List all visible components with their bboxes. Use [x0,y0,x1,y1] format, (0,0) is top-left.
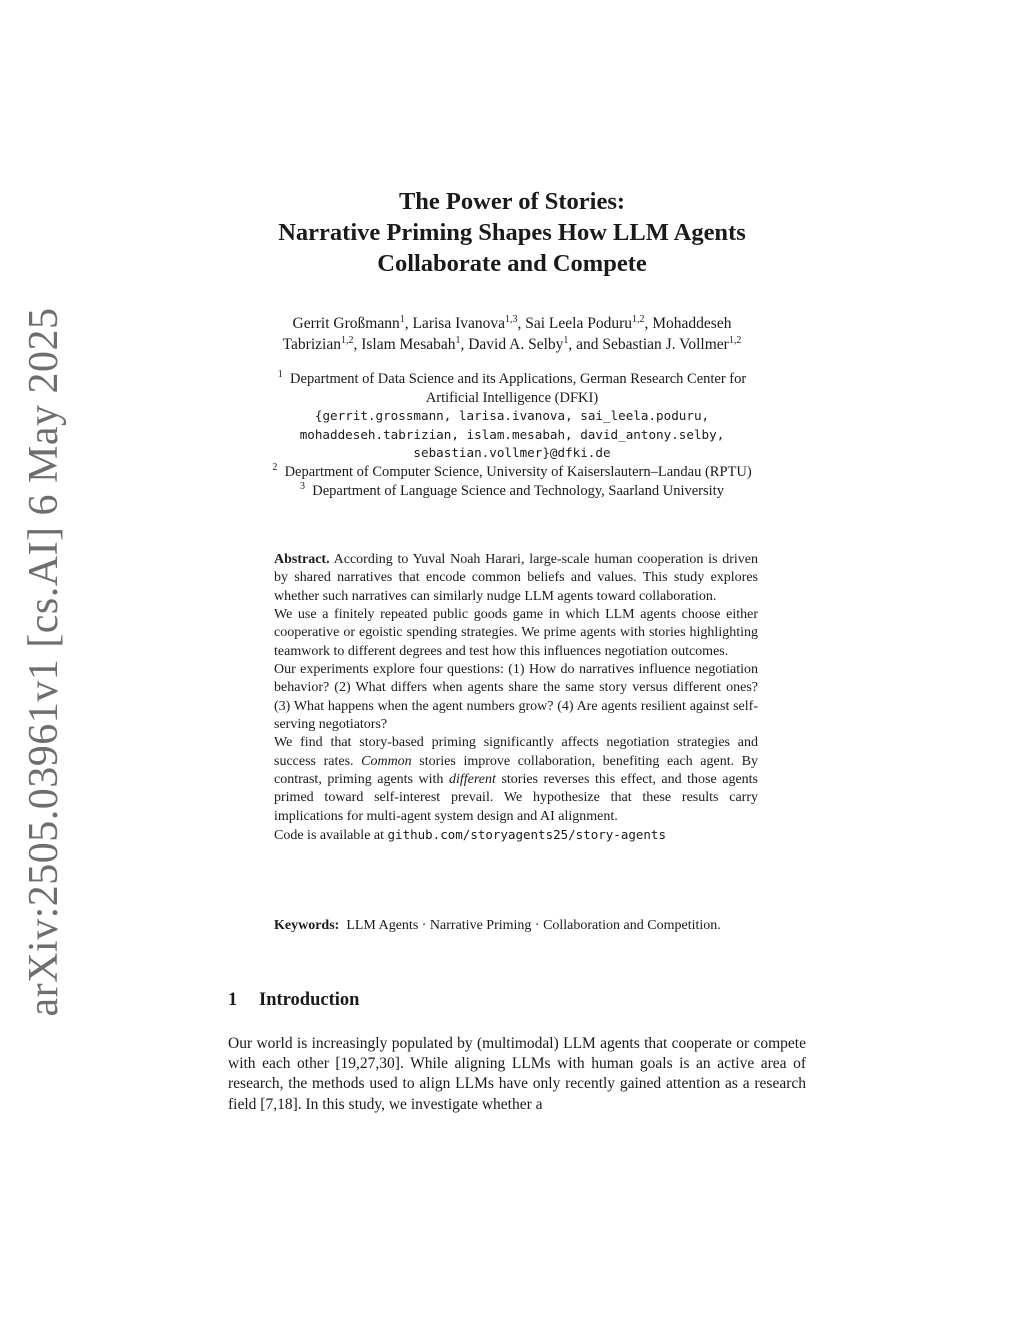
introduction-body [228,1034,806,1115]
title-line-1: The Power of Stories: [398,188,626,215]
author-name: , Mohaddeseh [644,315,732,332]
author-name: , Larisa Ivanova [404,315,505,332]
email-line-1: {gerrit.grossmann, larisa.ivanova, sai_leela.poduru, [314,408,710,424]
author-affiliation-mark: 1 [563,335,569,346]
abstract-paragraph-4: We find that story-based priming significantly affects negotiation strategies and success rates. Common stories improve collaboration, benefiting each agent. By contrast, priming agents with different stories reverses this effect, and those agents primed toward self-interest prevail. We hypothesize that these results carry implications for multi-agent system design and AI alignment. [274,735,759,824]
author-affiliation-mark: 1 [399,314,405,325]
section-number: 1 [228,990,238,1010]
author-line-2 [212,334,812,355]
title-line-3: Collaborate and Compete [377,250,647,277]
email-line-2: mohaddeseh.tabrizian, islam.mesabah, david_antony.selby, [299,426,725,442]
affiliation-2: $^2$ Department of Computer Science, University of Kaiserslautern–Landau (RPTU) [272,461,752,480]
author-affiliation-mark: 1,2 [340,335,354,346]
code-repository-link[interactable]: github.com/storyagents25/story-agents [387,827,666,843]
affiliation-mark: 1 [277,369,283,380]
author-affiliation-mark: 1 [455,335,461,346]
author-affiliation-mark: 1,2 [728,335,742,346]
author-name: , and Sebastian J. Vollmer [568,336,729,353]
abstract [274,551,758,846]
author-affiliation-mark: 1,3 [505,314,518,325]
keywords-label: Keywords: [274,918,340,933]
author-affiliation-mark: 1,2 [632,314,645,325]
author-name: , David A. Selby [460,336,564,353]
section-title: Introduction [259,990,360,1010]
arxiv-identifier-stamp: arXiv:2505.03961v1 [cs.AI] 6 May 2025 [21,307,67,1017]
affiliations [222,370,802,500]
affiliation-mark: 2 [272,461,278,473]
emphasis: different [448,772,496,788]
abstract-label: Abstract. [274,552,330,567]
affiliation-3: $^3$ Department of Language Science and Technology, Saarland University [300,480,724,499]
keywords-text: LLM Agents · Narrative Priming · Collaboration and Competition. [346,918,721,933]
abstract-paragraph-1: Abstract. According to Yuval Noah Harari, large-scale human cooperation is driven by shared narratives that encode common beliefs and values. This study explores whether such narratives can similarly nudge LLM agents toward collaboration. [274,552,758,604]
abstract-paragraph-2: We use a finitely repeated public goods game in which LLM agents choose either cooperative or egoistic spending strategies. We prime agents with stories highlighting teamwork to different degrees and test how this influences negotiation outcomes. [274,607,758,659]
affiliation-1-cont: Artificial Intelligence (DFKI) [425,389,599,406]
abstract-paragraph-5: Code is available at github.com/storyagents25/story-agents [274,827,666,844]
email-line-3: sebastian.vollmer}@dfki.de [413,445,611,461]
section-heading-introduction [228,990,359,1011]
keywords [274,917,758,935]
paper-title [212,186,812,279]
introduction-paragraph: Our world is increasingly populated by (multimodal) LLM agents that cooperate or compete with each other [19,27,30]. While aligning LLMs with human goals is an active area of research, the methods used to align LLMs have only recently gained attention as a research field [7,18]. In this study, we investigate whether a [228,1035,806,1113]
emphasis: Common [361,753,412,769]
author-line-1 [212,313,812,334]
author-list [212,313,812,355]
author-name: , Sai Leela Poduru [517,315,633,332]
abstract-paragraph-3: Our experiments explore four questions: (1) How do narratives influence negotiation behavior? (2) What differs when agents share the same story versus different ones? (3) What happens when the agent numbers grow? (4) Are agents resilient against self-serving negotiators? [274,662,758,733]
author-name: Tabrizian [282,336,341,353]
affiliation-1: $^1$ Department of Data Science and its Applications, German Research Center for [277,369,747,387]
affiliation-mark: 3 [300,480,306,492]
title-line-2: Narrative Priming Shapes How LLM Agents [278,219,746,246]
author-name: Gerrit Großmann [292,315,400,332]
author-name: , Islam Mesabah [353,336,456,353]
